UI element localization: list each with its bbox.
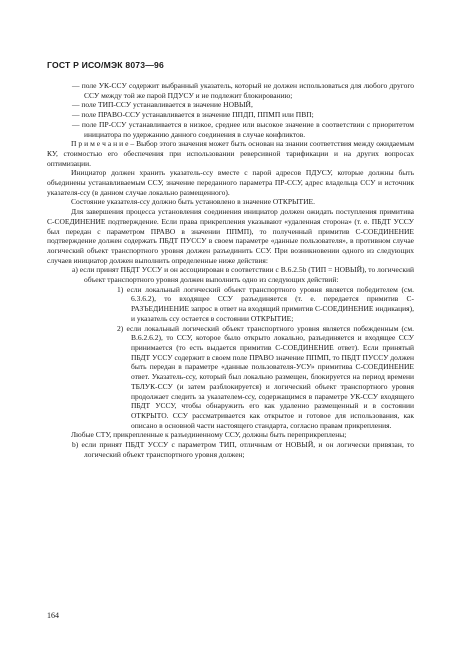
list-item: — поле ПР-ССУ устанавливается в низкое, среднее или высокое значение в соответствии с приоритетом инициатора по удержанию данного соединения в случае конфликтов. bbox=[72, 119, 414, 139]
page-header: ГОСТ Р ИСО/МЭК 8073—96 bbox=[47, 60, 165, 70]
list-item: — поле УК-ССУ содержит выбранный указатель, который не должен использоваться для любого другого ССУ между той же парой ПДУСУ и не подлежит блокированию; bbox=[72, 81, 414, 100]
paragraph: Инициатор должен хранить указатель-ссу вместе с парой адресов ПДУСУ, которые должны быть объединены устанавливаемым ССУ, значение переданного параметра ПР-ССУ, адрес владельца ССУ и источник указателя-ссу (в данном случае локально размещенного). bbox=[47, 168, 414, 197]
list-item: — поле ТИП-ССУ устанавливается в значение НОВЫЙ, bbox=[72, 100, 253, 110]
paragraph: Для завершения процесса установления соединения инициатор должен ожидать поступления примитива С-СОЕДИНЕНИЕ подтверждение. Если права прикрепления указывают «удаленная сторона» (т. е. ПБДТ УССУ был передан с параметром ПРАВО в значении ППМП), то полученный примитив С-СОЕДИНЕНИЕ подтверждение должен содержать ПБДТ ПУССУ в своем параметре «данные пользователя», в противном случае логический объект транспортного уровня должен разъединить ССУ. При возникновении одного из следующих случаев инициатор должен выполнить определенные ниже действия: bbox=[47, 207, 414, 265]
list-item: — поле ПРАВО-ССУ устанавливается в значение ППДП, ППМП или ПВП; bbox=[72, 110, 314, 120]
list-item-a1: 1) если локальный логический объект транспортного уровня является победителем (см. 6.3.6.2), то входящее ССУ разъединяется (т. е. передается примитив С-РАЗЪЕДИНЕНИЕ запрос в ответ на входящий примитив С-СОЕДИНЕНИЕ индикация), и указатель ссу остается в состоянии ОТКРЫТИЕ; bbox=[117, 284, 414, 323]
list-item-a2: 2) если локальный логический объект транспортного уровня является побежденным (см. В.6.2.6.2), то ССУ, которое было открыто локально, разъединяется и входящее ССУ принимается (то есть выдается примитив С-СОЕДИНЕНИЕ ответ). Если принятый ПБДТ УССУ содержит в своем поле ПРАВО значение ППМП, то ПБДТ ПУССУ должен быть передан в параметре «данные пользователя-УСУ» примитива С-СОЕДИНЕНИЕ ответ. Указатель-ссу, который был локально размещен, блокируется на период времени ТБЛУК-ССУ (и затем разблокируется) и логический объект транспортного уровня продолжает следить за указателем-ссу, содержащимся в параметре УК-ССУ входящего ПБДТ УССУ, чтобы обнаружить его как удаленно размещенный и в состоянии ОТКРЫТО. ССУ рассматривается как открытое и готовое для использования, как описано в основной части настоящего стандарта, согласно правам прикрепления. bbox=[117, 323, 414, 430]
page-number: 164 bbox=[47, 611, 59, 620]
list-item-a: а) если принят ПБДТ УССУ и он ассоциирован в соответствии с В.6.2.5b (ТИП = НОВЫЙ), то логический объект транспортного уровня должен выполнить одно из следующих действий: bbox=[72, 265, 414, 285]
list-item-b: b) если принят ПБДТ УССУ с параметром ТИП, отличным от НОВЫЙ, и он логически привязан, то логический объект транспортного уровня должен; bbox=[72, 440, 414, 459]
paragraph: Состояние указателя-ссу должно быть установлено в значение ОТКРЫТИЕ. bbox=[71, 197, 315, 207]
paragraph: Любые СТУ, прикрепленные к разъединенному ССУ, должны быть переприкреплены; bbox=[71, 430, 347, 440]
page-content bbox=[47, 81, 414, 459]
note-paragraph: П р и м е ч а н и е – Выбор этого значения может быть основан на знании соответствия между ожидаемым КУ, стоимостью его обеспечения при использовании реверсивной тарификации и на других вопросах оптимизации. bbox=[47, 139, 414, 168]
